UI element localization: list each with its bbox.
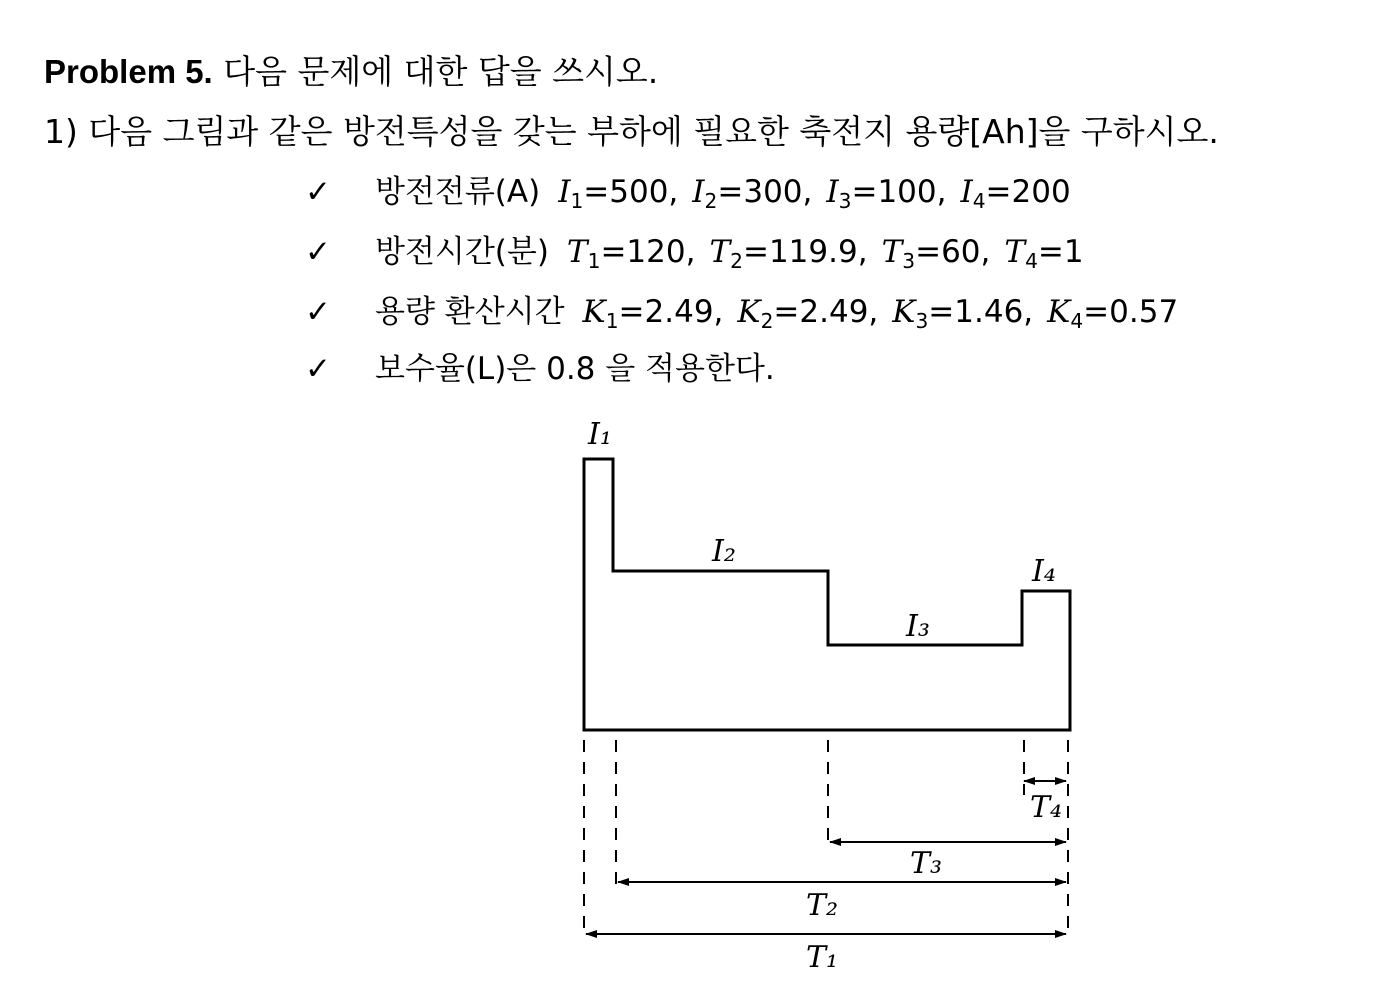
condition-value: $I_3=100$,: [826, 174, 947, 214]
condition-value: $K_1=2.49$,: [582, 294, 724, 334]
variable-symbol: I: [558, 174, 571, 210]
variable-symbol: T: [1004, 234, 1026, 270]
variable-value: 119.9: [768, 234, 858, 270]
variable-subscript: 3: [902, 249, 916, 274]
condition-value: $I_1=500$,: [558, 174, 679, 214]
variable-symbol: K: [892, 294, 916, 330]
checkmark-icon: ✓: [305, 234, 331, 270]
condition-value: $K_3=1.46$,: [892, 294, 1034, 334]
variable-symbol: I: [960, 174, 973, 210]
condition-value: $I_2=300$,: [692, 174, 813, 214]
variable-subscript: 4: [972, 189, 986, 214]
label-t3: T₃: [910, 846, 943, 881]
variable-subscript: 4: [1025, 249, 1038, 274]
variable-value: 100: [877, 174, 937, 210]
checkmark-icon: ✓: [305, 351, 331, 387]
condition-value: $T_3=60$,: [881, 234, 991, 274]
variable-subscript: 3: [838, 189, 852, 214]
condition-value: $I_4=200$: [960, 174, 1071, 214]
variable-symbol: T: [881, 234, 903, 270]
variable-value: 1: [1063, 234, 1084, 270]
variable-value: 2.49: [644, 294, 714, 330]
label-t4: T₄: [1030, 790, 1063, 825]
condition-label: 방전시간(분): [375, 234, 549, 270]
discharge-current-profile: [584, 459, 1070, 730]
label-t1: T₁: [806, 940, 839, 975]
variable-subscript: 3: [915, 309, 929, 334]
variable-symbol: I: [692, 174, 705, 210]
variable-symbol: I: [826, 174, 839, 210]
variable-value: 200: [1011, 174, 1071, 210]
label-i1: I₁: [588, 417, 612, 452]
checkmark-icon: ✓: [305, 294, 331, 330]
condition-value: $K_2=2.49$,: [737, 294, 879, 334]
variable-subscript: 1: [587, 249, 601, 274]
variable-value: 120: [626, 234, 686, 270]
variable-subscript: 2: [730, 249, 743, 274]
condition-value: $T_1=120$,: [566, 234, 696, 274]
label-t2: T₂: [806, 888, 839, 923]
label-i4: I₄: [1032, 554, 1056, 589]
label-i3: I₃: [906, 609, 930, 644]
variable-symbol: K: [1047, 294, 1071, 330]
variable-symbol: T: [709, 234, 731, 270]
variable-value: 60: [941, 234, 981, 270]
variable-subscript: 2: [704, 189, 718, 214]
label-i2: I₂: [712, 534, 736, 569]
variable-symbol: K: [582, 294, 606, 330]
variable-subscript: 1: [570, 189, 584, 214]
condition-value: $T_2=119.9$,: [709, 234, 868, 274]
question-text: 다음 그림과 같은 방전특성을 갖는 부하에 필요한 축전지 용량[Ah]을 구하시오.: [88, 112, 1219, 151]
variable-symbol: K: [737, 294, 761, 330]
condition-label: 방전전류(A): [375, 174, 541, 210]
variable-value: 2.49: [799, 294, 869, 330]
question-number: 1): [44, 112, 78, 151]
problem-label: Problem 5.: [44, 53, 213, 90]
checkmark-icon: ✓: [305, 174, 331, 210]
condition-label: 용량 환산시간: [375, 294, 565, 330]
variable-value: 300: [743, 174, 803, 210]
variable-value: 500: [609, 174, 669, 210]
variable-value: 1.46: [954, 294, 1024, 330]
condition-value: $T_4=1$: [1004, 234, 1084, 274]
note-text: 보수율(L)은 0.8 을 적용한다.: [375, 351, 775, 387]
variable-subscript: 4: [1070, 309, 1084, 334]
condition-value: $K_4=0.57$: [1047, 294, 1179, 334]
variable-subscript: 1: [605, 309, 619, 334]
variable-subscript: 2: [760, 309, 774, 334]
variable-symbol: T: [566, 234, 588, 270]
problem-instruction: 다음 문제에 대한 답을 쓰시오.: [223, 52, 659, 91]
variable-value: 0.57: [1109, 294, 1179, 330]
